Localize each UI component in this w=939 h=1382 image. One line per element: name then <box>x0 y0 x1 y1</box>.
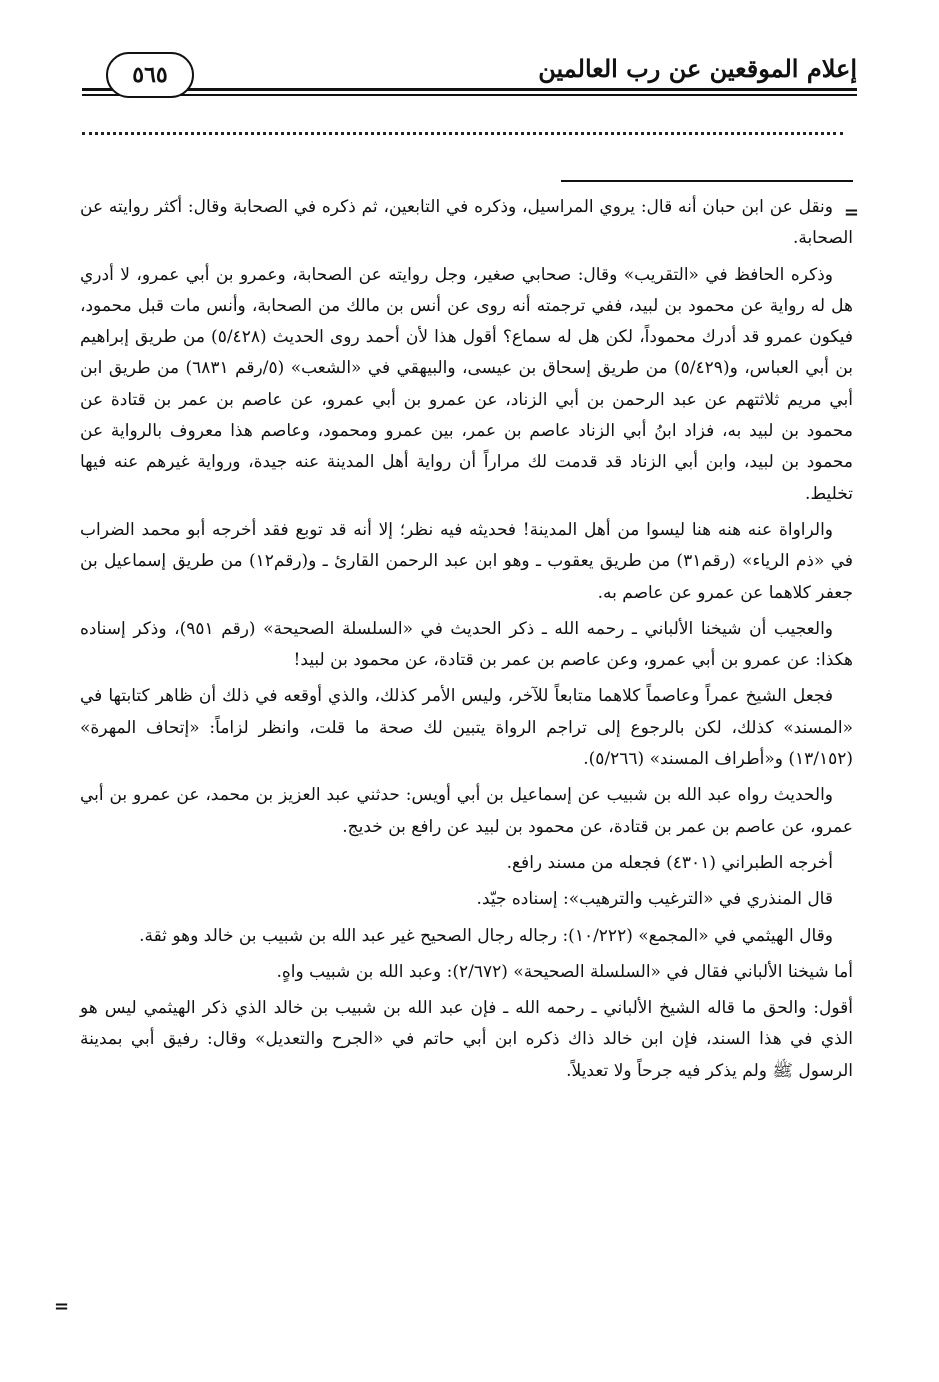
paragraph: أما شيخنا الألباني فقال في «السلسلة الصحيحة» (٢/٦٧٢): وعبد الله بن شبيب واهٍ. <box>276 961 853 982</box>
paragraph: فجعل الشيخ عمراً وعاصماً كلاهما متابعاً للآخر، وليس الأمر كذلك، والذي أوقعه في ذلك أن ظاهر كتابتها في «المسند» كذلك، لكن بالرجوع إلى تراجم الرواة يتبين لك صحة ما قلت، وانظر لزاماً: «إتحاف المهرة» (١٣/١٥٢) و«أطراف المسند» (٥/٢٦٦). <box>80 686 853 770</box>
paragraph: ونقل عن ابن حبان أنه قال: يروي المراسيل، وذكره في التابعين، ثم ذكره في الصحابة وقال: أكثر روايته عن الصحابة. <box>80 197 853 249</box>
paragraph: أخرجه الطبراني (٤٣٠١) فجعله من مسند رافع. <box>506 852 833 873</box>
running-title: إعلام الموقعين عن رب العالمين <box>538 54 857 83</box>
paragraph: والراواة عنه هنه هنا ليسوا من أهل المدينة! فحديثه فيه نظر؛ إلا أنه قد توبع فقد أخرجه أبو محمد الضراب في «ذم الرياء» (رقم٣١) من طريق يعقوب ـ وهو ابن عبد الرحمن القارئ ـ و(رقم١٢) من طريق إسماعيل بن جعفر كلاهما عن عمرو عن عاصم به. <box>80 519 853 603</box>
paragraph: قال المنذري في «الترغيب والترهيب»: إسناده جيّد. <box>476 889 833 910</box>
paragraph: وقال الهيثمي في «المجمع» (١٠/٢٢٢): رجاله رجال الصحيح غير عبد الله بن شبيب بن خالد وهو ثقة. <box>139 925 833 946</box>
footnote-text <box>80 192 853 1092</box>
page-number: ٥٦٥ <box>132 62 168 88</box>
continuation-mark-start: = <box>843 202 859 223</box>
paragraph: والحديث رواه عبد الله بن شبيب عن إسماعيل بن أبي أويس: حدثني عبد العزيز بن محمد، عن عمرو بن أبي عمرو، عن عاصم بن عمر بن قتادة، عن محمود بن لبيد عن رافع بن خديج. <box>80 785 853 837</box>
dotted-separator <box>82 132 843 135</box>
continuation-mark-end: = <box>54 1296 70 1317</box>
paragraph: وذكره الحافظ في «التقريب» وقال: صحابي صغير، وجل روايته عن الصحابة، وعمرو بن أبي عمرو، لا أدري هل له رواية عن محمود بن لبيد، ففي ترجمته أنه روى عن أنس بن مالك من الصحابة، وأنس مات قبل محمود، فيكون عمرو قد أدرك محموداً، لكن هل له سماع؟ أقول هذا لأن أحمد روى الحديث (٥/٤٢٨) من طريق إبراهيم بن أبي العباس، و(٥/٤٢٩) من طريق إسحاق بن عيسى، والبيهقي في «الشعب» (٥/رقم ٦٨٣١) من طريق ابن أبي مريم ثلاثتهم عن عبد الرحمن بن أبي الزناد، عن عمرو بن أبي عمرو، عن عاصم بن عمر بن قتادة عن محمود بن لبيد به، فزاد ابنُ أبي الزناد عاصم بن عمر، بين عمرو ومحمود، وعاصم هذا معروف بالرواية عن محمود بن لبيد، وابن أبي الزناد قد قدمت لك مراراً أن رواية أهل المدينة عنه جيدة، ورواية غيرهم عنه فيها تخليط. <box>80 264 853 504</box>
footnote-rule <box>561 180 853 182</box>
header-rule-thin <box>82 94 857 96</box>
header-rule-thick <box>82 88 857 91</box>
paragraph: أقول: والحق ما قاله الشيخ الألباني ـ رحمه الله ـ فإن عبد الله بن شبيب بن خالد الذي ذكر الهيثمي ليس هو الذي في هذا السند، فإن ابن خالد ذاك ذكره ابن أبي حاتم في «الجرح والتعديل» وقال: رفيق أبي بمدينة الرسول ﷺ ولم يذكر فيه جرحاً ولا تعديلاً. <box>80 998 853 1081</box>
paragraph: والعجيب أن شيخنا الألباني ـ رحمه الله ـ ذكر الحديث في «السلسلة الصحيحة» (رقم ٩٥١)، وذكر إسناده هكذا: عن عمرو بن أبي عمرو، وعن عاصم بن عمر بن قتادة، عن محمود بن لبيد! <box>80 618 853 671</box>
page-number-badge <box>106 52 194 98</box>
